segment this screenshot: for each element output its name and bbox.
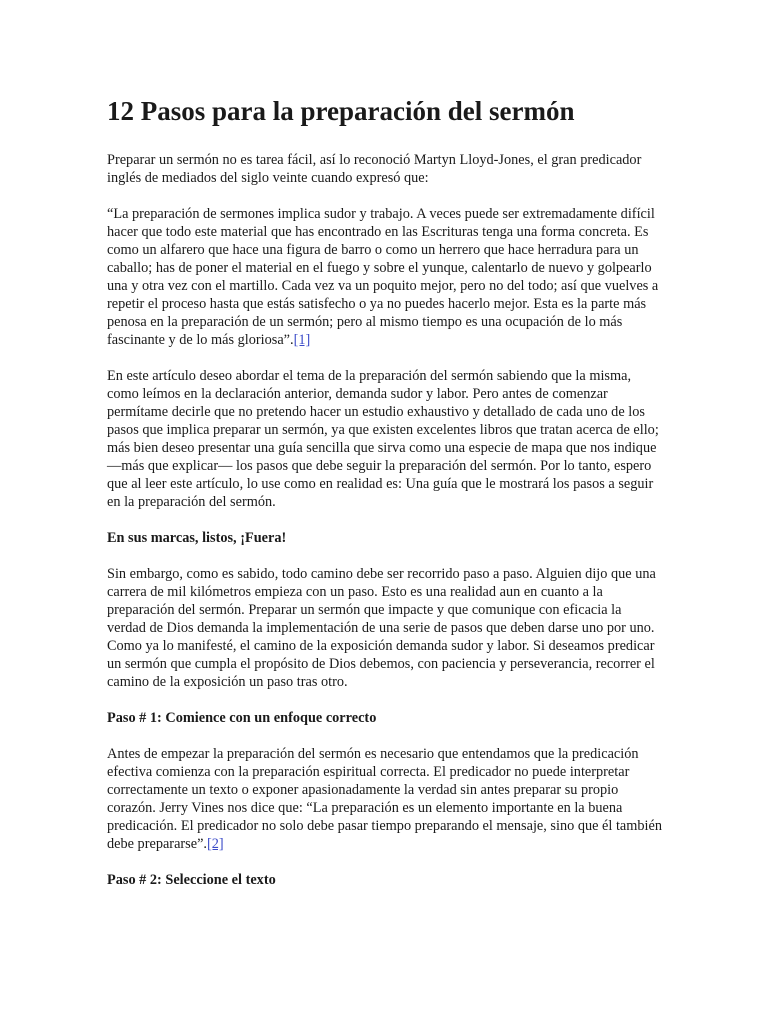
step-2-heading: Paso # 2: Seleccione el texto <box>107 872 276 888</box>
step-1-heading: Paso # 1: Comience con un enfoque correcto <box>107 710 377 726</box>
step-1-paragraph <box>107 745 662 853</box>
document-page <box>107 92 662 907</box>
step-1-text: Antes de empezar la preparación del sermón es necesario que entendamos que la predicación efectiva comienza con la preparación espiritual correcta. El predicador no puede interpretar correctamente un texto o exponer apasionadamente la verdad sin antes preparar su propio corazón. Jerry Vines nos dice que: “La preparación es un elemento importante en la buena predicación. El predicador no solo debe pasar tiempo preparando el mensaje, sino que él también debe prepararse”. <box>107 746 662 852</box>
intro-text: Preparar un sermón no es tarea fácil, así lo reconoció Martyn Lloyd-Jones, el gran predicador inglés de mediados del siglo veinte cuando expresó que: <box>107 152 642 186</box>
quote-text: “La preparación de sermones implica sudor y trabajo. A veces puede ser extremadamente difícil hacer que todo este material que has encontrado en las Escrituras tenga una forma concreta. Es como un alfarero que hace una figura de barro o como un herrero que hace herradura para un caballo; has de poner el material en el fuego y sobre el yunque, calentarlo de nuevo y golpearlo una y otra vez con el martillo. Cada vez va un poquito mejor, pero no del todo; así que vuelves a repetir el proceso hasta que estás satisfecho o ya no puedes hacerlo mejor. Esta es la parte más penosa en la preparación de un sermón; pero al mismo tiempo es una ocupación de lo más fascinante y de lo más gloriosa”. <box>107 206 659 348</box>
purpose-text: En este artículo deseo abordar el tema de la preparación del sermón sabiendo que la misma, como leímos en la declaración anterior, demanda sudor y labor. Pero antes de comenzar permítame decirle que no pretendo hacer un estudio exhaustivo y detallado de cada uno de los pasos que implica preparar un sermón, ya que existen excelentes libros que tratan acerca de ello; más bien deseo presentar una guía sencilla que sirva como una especie de mapa que nos indique —más que explicar— los pasos que debe seguir la preparación del sermón. Por lo tanto, espero que al leer este artículo, lo use como en realidad es: Una guía que le mostrará los pasos a seguir en la preparación del sermón. <box>107 368 659 510</box>
quote-paragraph <box>107 205 662 349</box>
footnote-link-1[interactable]: [1] <box>293 332 311 348</box>
section-paragraph: Sin embargo, como es sabido, todo camino debe ser recorrido paso a paso. Alguien dijo que una carrera de mil kilómetros empieza con un paso. Esto es una realidad aun en cuanto a la preparación del sermón. Preparar un sermón que impacte y que comunique con eficacia la verdad de Dios demanda la implementación de una serie de pasos que deben darse uno por uno. Como ya lo manifesté, el camino de la exposición demanda sudor y labor. Si deseamos predicar un sermón que cumpla el propósito de Dios debemos, con paciencia y perseverancia, recorrer el camino de la exposición un paso tras otro. <box>107 566 656 690</box>
intro-paragraph <box>107 151 662 187</box>
footnote-link-2[interactable]: [2] <box>207 836 224 852</box>
article-purpose-paragraph <box>107 367 662 511</box>
section-heading: En sus marcas, listos, ¡Fuera! <box>107 530 287 546</box>
page-title: 12 Pasos para la preparación del sermón <box>107 96 575 126</box>
